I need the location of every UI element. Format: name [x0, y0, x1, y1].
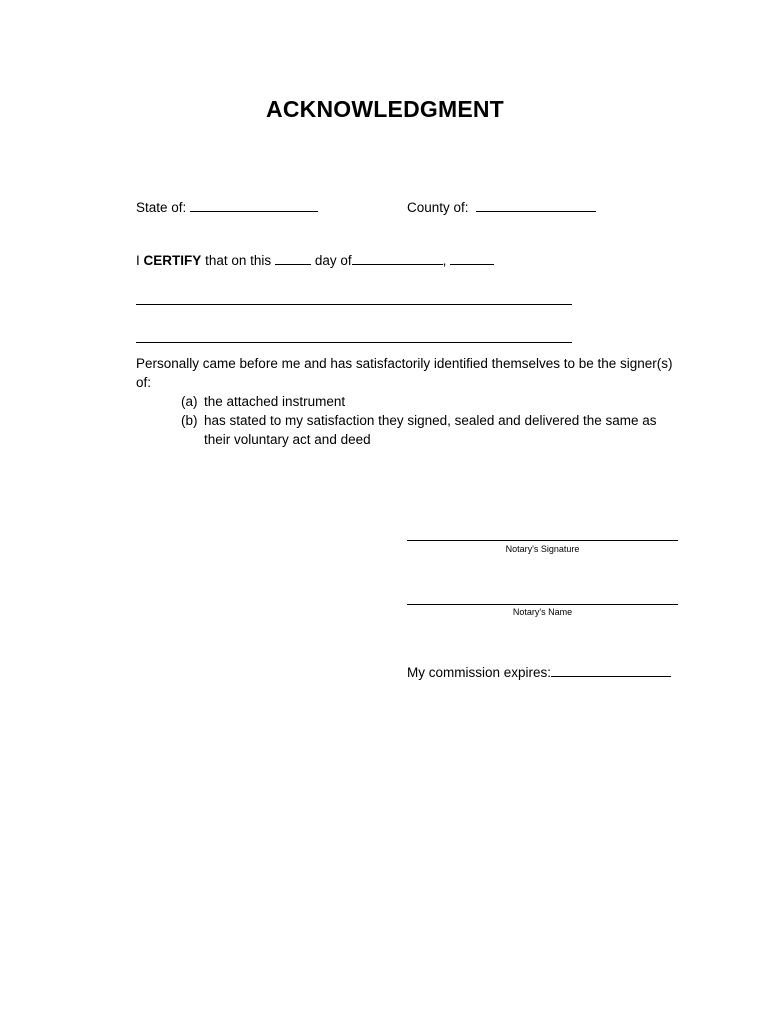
list-text: the attached instrument: [204, 394, 346, 409]
certify-prefix: I: [136, 253, 140, 268]
signer-list: [181, 392, 671, 449]
day-field[interactable]: [275, 251, 311, 265]
commission-label: My commission expires:: [407, 665, 552, 680]
notary-name-line[interactable]: [407, 604, 678, 605]
county-label: County of:: [407, 200, 469, 215]
month-field[interactable]: [352, 251, 443, 265]
county-field[interactable]: [476, 198, 596, 212]
certify-middle: that on this: [205, 253, 272, 268]
state-field[interactable]: [190, 198, 318, 212]
list-text: has stated to my satisfaction they signed, sealed and delivered the same as their voluntary act and deed: [204, 413, 657, 447]
commission-row: [407, 663, 671, 682]
list-marker: (b): [181, 413, 198, 428]
certify-keyword: CERTIFY: [143, 253, 202, 268]
signer-name-line-2[interactable]: [136, 342, 572, 343]
identification-paragraph: Personally came before me and has satisfactorily identified themselves to be the signer(s) of:: [136, 356, 673, 390]
year-field[interactable]: [450, 251, 494, 265]
notary-signature-line[interactable]: [407, 540, 678, 541]
list-marker: (a): [181, 394, 198, 409]
certify-comma: ,: [442, 253, 447, 268]
certify-line: [136, 251, 494, 270]
list-item: [181, 411, 671, 449]
document-title: ACKNOWLEDGMENT: [266, 96, 504, 122]
state-row: [136, 198, 318, 217]
county-row: [407, 198, 596, 217]
signer-name-line-1[interactable]: [136, 304, 572, 305]
commission-expiry-field[interactable]: [551, 663, 671, 677]
list-item: [181, 392, 671, 411]
day-label: day of: [314, 253, 352, 268]
notary-name-caption: Notary's Name: [512, 607, 573, 617]
notary-signature-caption: Notary's Signature: [505, 544, 580, 554]
state-label: State of:: [136, 200, 187, 215]
